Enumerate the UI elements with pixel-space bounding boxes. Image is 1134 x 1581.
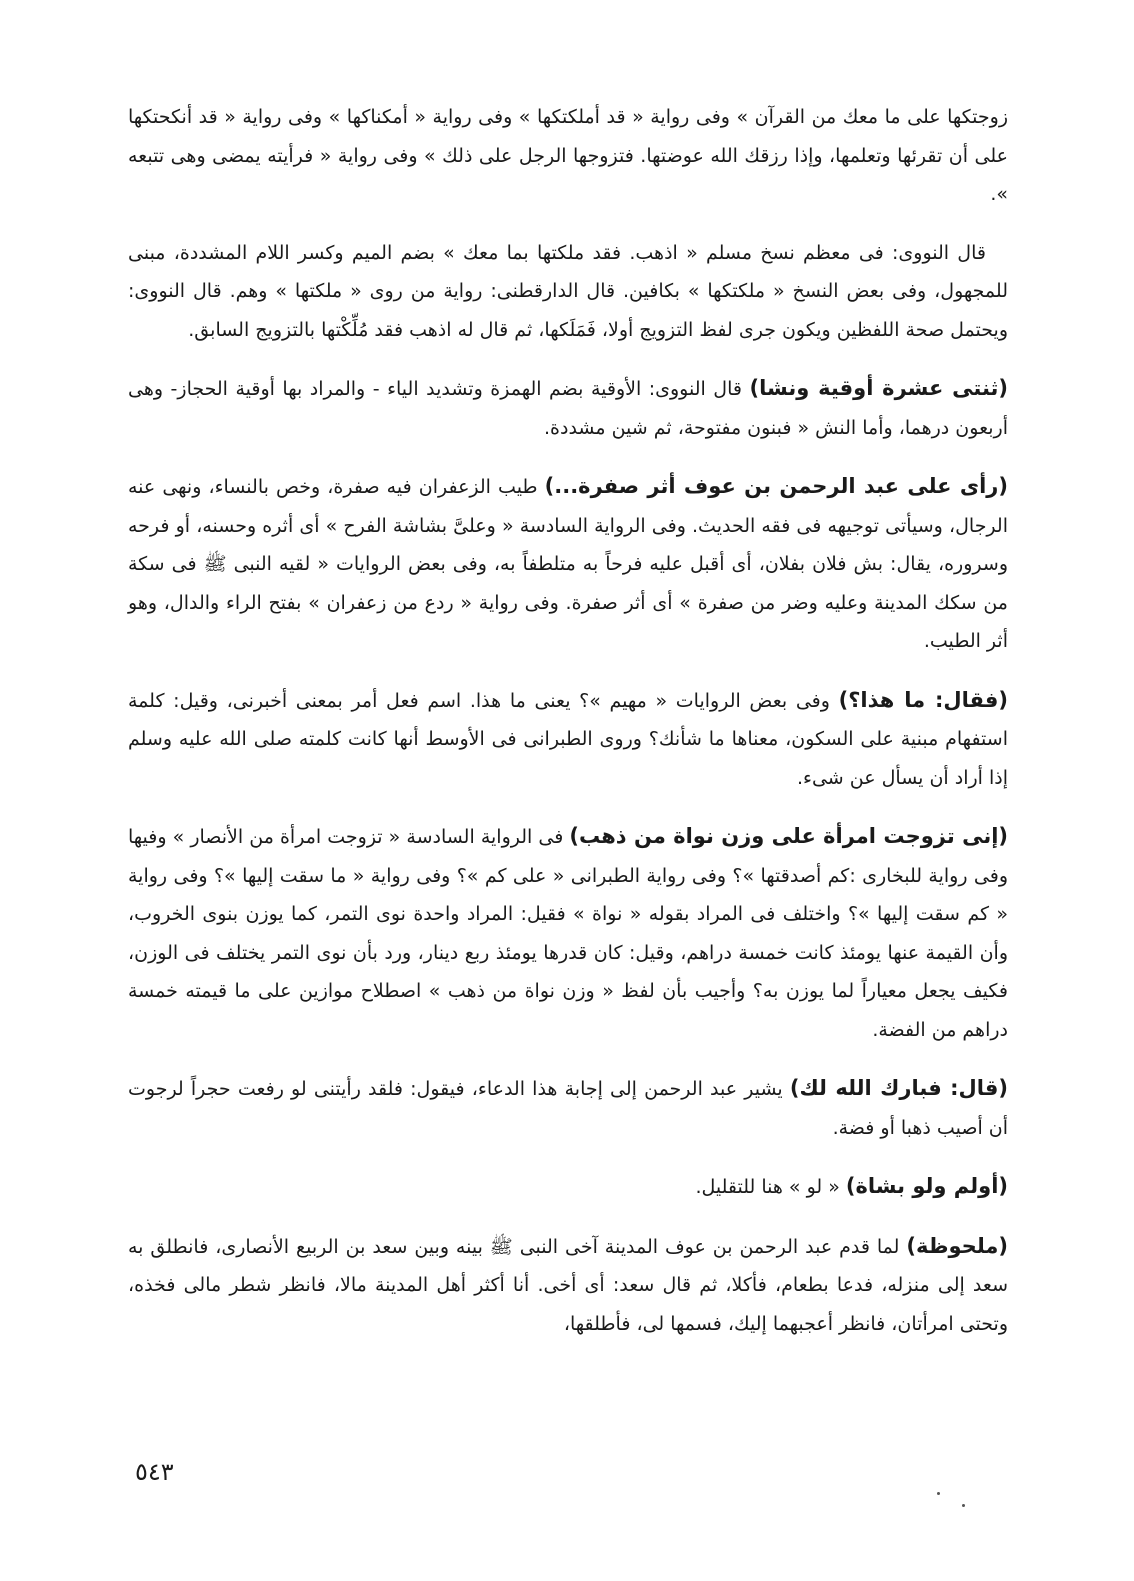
paragraph-1-text: زوجتكها على ما معك من القرآن » وفى رواية « قد أملكتكها » وفى رواية « أمكناكها » وفى رواية « قد أنكحتكها على أن تقرئها وتعلمها، وإذا رزقك الله عوضتها. فتزوجها الرجل على ذلك » وفى رواية « فرأيته يمضى وهى تتبعه ». bbox=[128, 106, 1008, 205]
paragraph-9-heading: (ملحوظة) bbox=[906, 1233, 1008, 1258]
paragraph-8 bbox=[128, 1167, 1008, 1207]
paragraph-2-text: قال النووى: فى معظم نسخ مسلم « اذهب. فقد ملكتها بما معك » بضم الميم وكسر اللام المشددة، مبنى للمجهول، وفى بعض النسخ « ملكتكها » بكافين. قال الدارقطنى: رواية من روى « ملكتها » وهم. قال النووى: ويحتمل صحة اللفظين ويكون جرى لفظ التزويج أولا، فَمَلَكها، ثم قال له اذهب فقد مُلِّكْتها بالتزويج السابق. bbox=[128, 241, 1008, 341]
paragraph-7 bbox=[128, 1069, 1008, 1147]
paragraph-5-heading: (فقال: ما هذا؟) bbox=[838, 687, 1008, 712]
paragraph-4 bbox=[128, 467, 1008, 661]
paragraph-2 bbox=[128, 234, 1008, 350]
paragraph-6-text: فى الرواية السادسة « تزوجت امرأة من الأنصار » وفيها وفى رواية للبخارى :كم أصدقتها »؟ وفى رواية الطبرانى « على كم »؟ وفى رواية « ما سقت إليها »؟ وفى رواية « كم سقت إليها »؟ واختلف فى المراد بقوله « نواة » فقيل: المراد واحدة نوى التمر، كما يوزن بنوى الخروب، وأن القيمة عنها يومئذ كانت خمسة دراهم، وقيل: كان قدرها يومئذ ربع دينار، ورد بأن نوى التمر يختلف فى الوزن، فكيف يجعل معياراً لما يوزن به؟ وأجيب بأن لفظ « وزن نواة من ذهب » اصطلاح موازين على ما قيمته خمسة دراهم من الفضة. bbox=[128, 826, 1008, 1041]
paragraph-7-heading: (قال: فبارك الله لك) bbox=[789, 1076, 1008, 1100]
paragraph-9-text: لما قدم عبد الرحمن بن عوف المدينة آخى النبى ﷺ بينه وبين سعد بن الربيع الأنصارى، فانطلق به سعد إلى منزله، فدعا بطعام، فأكلا، ثم قال سعد: أى أخى. أنا أكثر أهل المدينة مالا، فانظر شطر مالى فخذه، وتحتى امرأتان، فانظر أعجبهما إليك، فسمها لى، فأطلقها، bbox=[128, 1235, 1008, 1335]
paragraph-5 bbox=[128, 681, 1008, 798]
paragraph-3-heading: (ثنتى عشرة أوقية ونشا) bbox=[749, 376, 1008, 400]
paragraph-1 bbox=[128, 98, 1008, 214]
paragraph-6 bbox=[128, 817, 1008, 1049]
paragraph-3 bbox=[128, 369, 1008, 447]
paragraph-6-heading: (إنى تزوجت امرأة على وزن نواة من ذهب) bbox=[569, 824, 1009, 848]
paragraph-5-text: وفى بعض الروايات « مهيم »؟ يعنى ما هذا. اسم فعل أمر بمعنى أخبرنى، وقيل: كلمة استفهام مبنية على السكون، معناها ما شأنك؟ وروى الطبرانى فى الأوسط أنها كانت كلمته صلى الله عليه وسلم إذا أراد أن يسأل عن شىء. bbox=[128, 689, 1008, 789]
paragraph-3-text: قال النووى: الأوقية بضم الهمزة وتشديد الياء - والمراد بها أوقية الحجاز- وهى أربعون درهما، وأما النش « فبنون مفتوحة، ثم شين مشددة. bbox=[128, 378, 1008, 439]
page-number: ٥٤٣ bbox=[135, 1458, 174, 1486]
scan-speck bbox=[962, 1504, 965, 1507]
scan-speck bbox=[937, 1492, 940, 1495]
paragraph-9 bbox=[128, 1227, 1008, 1344]
paragraph-4-text: طيب الزعفران فيه صفرة، وخص بالنساء، ونهى عنه الرجال، وسيأتى توجيهه فى فقه الحديث. وفى الرواية السادسة « وعلىَّ بشاشة الفرح » أى أثره وحسنه، أو فرحه وسروره، يقال: بش فلان بفلان، أى أقبل عليه فرحاً به متلطفاً به، وفى بعض الروايات « لقيه النبى ﷺ فى سكة من سكك المدينة وعليه وضر من صفرة » أى أثر صفرة. وفى رواية « ردع من زعفران » بفتح الراء والدال، وهو أثر الطيب. bbox=[128, 476, 1008, 652]
paragraph-8-heading: (أولم ولو بشاة) bbox=[845, 1174, 1008, 1198]
body-text bbox=[128, 98, 1008, 1363]
paragraph-7-text: يشير عبد الرحمن إلى إجابة هذا الدعاء، فيقول: فلقد رأيتنى لو رفعت حجراً لرجوت أن أصيب ذهبا أو فضة. bbox=[128, 1078, 1008, 1139]
paragraph-8-text: « لو » هنا للتقليل. bbox=[695, 1176, 840, 1198]
paragraph-4-heading: (رأى على عبد الرحمن بن عوف أثر صفرة...) bbox=[544, 474, 1008, 498]
